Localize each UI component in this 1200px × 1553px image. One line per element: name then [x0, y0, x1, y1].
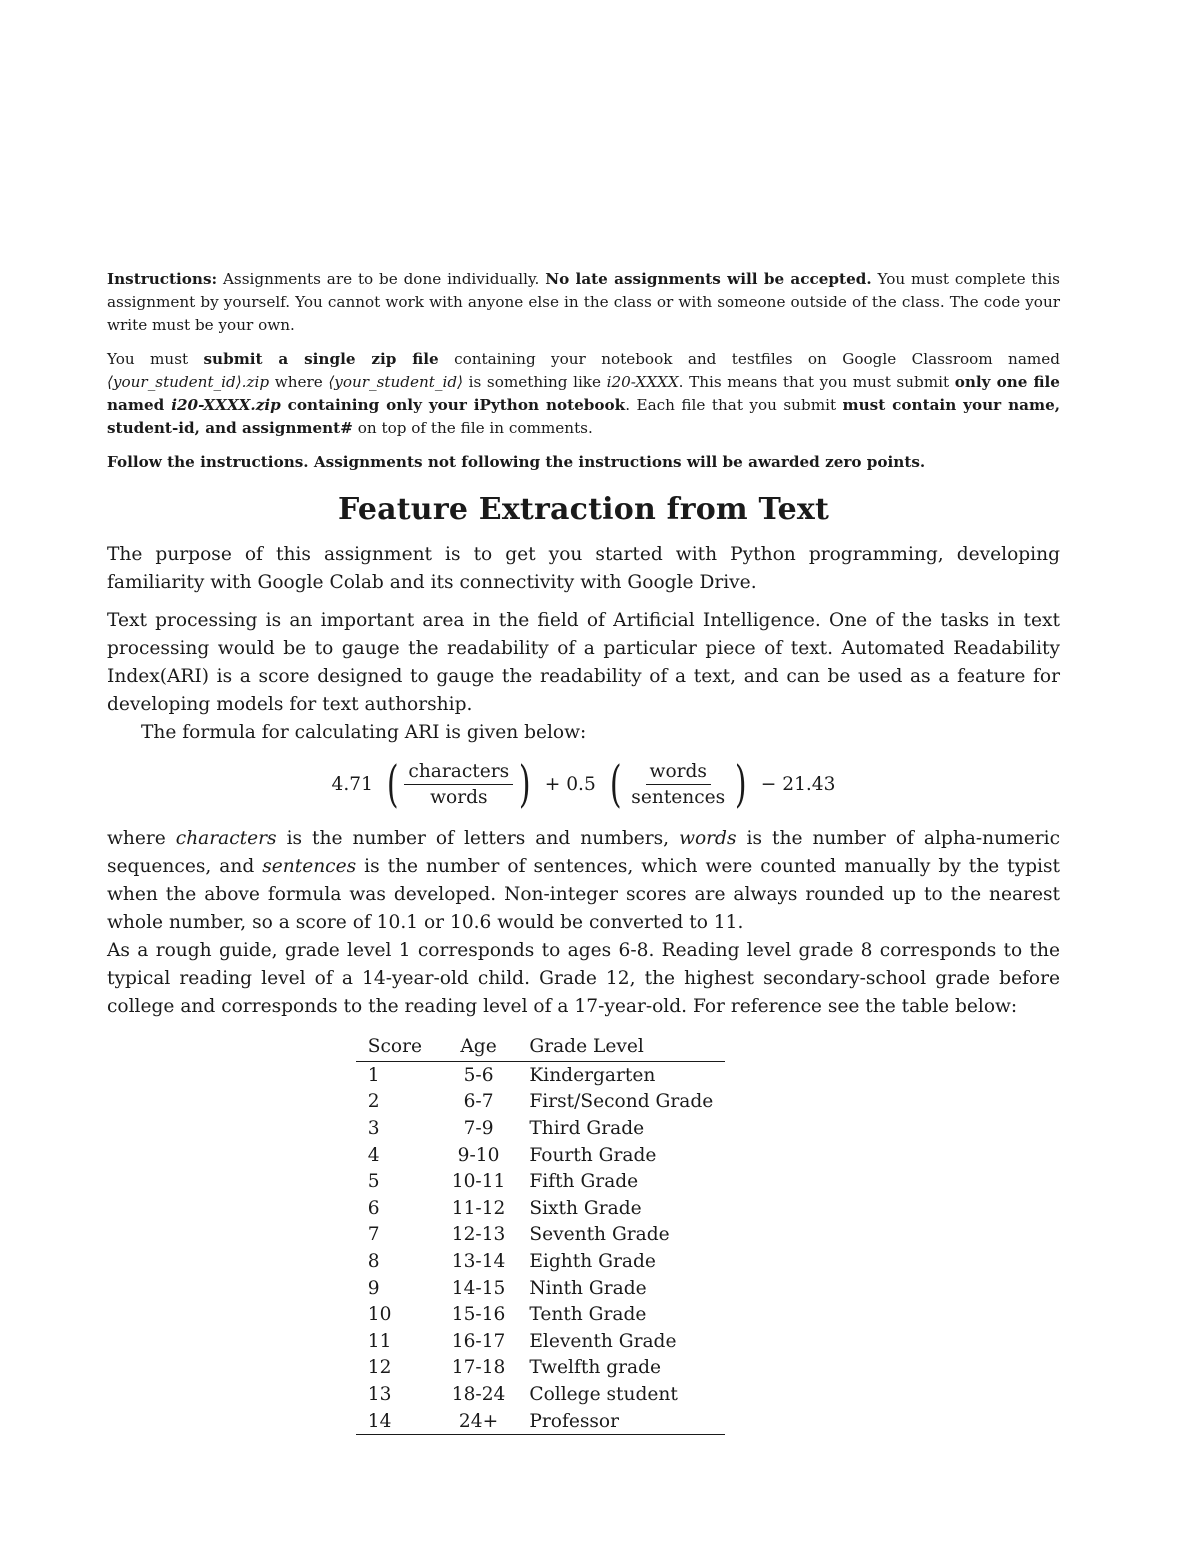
grade-level-cell: Seventh Grade — [529, 1224, 670, 1246]
age-cell: 10-11 — [451, 1171, 506, 1193]
grade-level-cell: Tenth Grade — [529, 1304, 647, 1326]
age-cell: 13-14 — [451, 1250, 506, 1272]
score-cell: 11 — [367, 1330, 392, 1352]
variables-text: is the number of sentences, which were counted manually by the typist when the above formula was developed. Non-integer scores are always rounded up to the nearest whole number, so a score of 10.1 or 10.6 would be converted to 11. — [107, 856, 1060, 933]
grade-level-cell: First/Second Grade — [529, 1091, 714, 1113]
age-cell: 15-16 — [451, 1304, 506, 1326]
ari-formula — [107, 753, 1060, 815]
submission-text: . This means that you must submit — [678, 373, 955, 391]
grade-level-table — [356, 1031, 726, 1435]
grade-guide-paragraph: As a rough guide, grade level 1 corresponds to ages 6-8. Reading level grade 8 corresponds to the typical reading level of a 14-year-old child. Grade 12, the highest secondary-school grade before college and corresponds to the reading level of a 17-year-old. For reference see the table below: — [107, 940, 1060, 1017]
student-id-placeholder: ⟨your_student_id⟩ — [328, 373, 463, 391]
score-cell: 14 — [356, 1408, 440, 1435]
student-id-example: i20-XXXX — [606, 373, 679, 391]
grade-level-cell: Kindergarten — [529, 1064, 656, 1086]
grade-level-cell: Ninth Grade — [529, 1277, 647, 1299]
document-page — [107, 268, 1060, 1435]
grade-level-cell: Eleventh Grade — [529, 1330, 677, 1352]
purpose-paragraph: The purpose of this assignment is to get you started with Python programming, developing familiarity with Google Colab and its connectivity with Google Drive. — [107, 544, 1060, 593]
grade-level-cell: Professor — [517, 1408, 725, 1435]
score-cell: 10 — [367, 1304, 392, 1326]
table-header-row — [356, 1031, 726, 1062]
table-row — [356, 1168, 726, 1195]
variable-term: words — [679, 828, 737, 849]
submission-emphasis: must contain your name, student-id, and assignment# — [107, 396, 1061, 437]
formula-constant: − 21.43 — [760, 773, 836, 795]
age-cell: 14-15 — [451, 1277, 506, 1299]
submission-text: You must — [107, 350, 204, 368]
instructions-text: You must complete this assignment by yourself. You cannot work with anyone else in the class or with someone outside of the class. The code your write must be your own. — [107, 270, 1060, 334]
score-cell: 5 — [367, 1171, 380, 1193]
score-cell: 4 — [367, 1144, 380, 1166]
table-row — [356, 1222, 726, 1249]
age-cell: 6-7 — [463, 1091, 494, 1113]
grade-level-cell: Sixth Grade — [529, 1197, 642, 1219]
age-cell: 9-10 — [457, 1144, 500, 1166]
table-row — [356, 1381, 726, 1408]
table-row — [356, 1115, 726, 1142]
grade-level-cell: College student — [529, 1383, 678, 1405]
submission-paragraph — [107, 348, 1060, 440]
table-row — [356, 1142, 726, 1169]
column-header-grade-level: Grade Level — [517, 1031, 725, 1062]
table-row — [356, 1355, 726, 1382]
age-cell: 7-9 — [463, 1117, 494, 1139]
characters-per-word-fraction — [404, 761, 513, 808]
left-paren-icon: ( — [386, 755, 399, 813]
fraction-denominator: words — [430, 786, 488, 808]
age-cell: 17-18 — [451, 1357, 506, 1379]
variables-text: is the number of letters and numbers, — [276, 828, 680, 849]
grade-level-cell: Twelfth grade — [529, 1357, 661, 1379]
grade-level-cell: Fifth Grade — [529, 1171, 639, 1193]
instructions-label: Instructions: — [107, 270, 218, 288]
variables-paragraph — [107, 825, 1060, 937]
submission-text: . Each file that you submit — [625, 396, 843, 414]
submission-emphasis: only one file named — [107, 373, 1060, 414]
table-row — [356, 1408, 726, 1435]
score-cell: 3 — [367, 1117, 380, 1139]
submission-emphasis: containing only your iPython notebook — [280, 396, 626, 414]
table-row — [356, 1062, 726, 1089]
text-processing-paragraph: Text processing is an important area in the field of Artificial Intelligence. One of the tasks in text processing would be to gauge the readability of a particular piece of text. Automated Readability Index(ARI) is a score designed to gauge the readability of a text, and can be used as a feature for developing models for text authorship. — [107, 610, 1060, 715]
fraction-denominator: sentences — [631, 786, 726, 808]
follow-instructions-paragraph — [107, 451, 1060, 474]
filename-example: i20-XXXX.zip — [171, 396, 281, 414]
variable-term: sentences — [262, 856, 357, 877]
submission-text: on top of the file in comments. — [352, 419, 593, 437]
variables-text: where — [107, 828, 176, 849]
submission-text: containing your notebook and testfiles on Google Classroom named — [438, 350, 1060, 368]
age-cell: 18-24 — [451, 1383, 506, 1405]
score-cell: 2 — [367, 1091, 380, 1113]
late-policy: No late assignments will be accepted. — [545, 270, 872, 288]
column-header-score: Score — [356, 1031, 440, 1062]
table-row — [356, 1248, 726, 1275]
right-paren-icon: ) — [519, 755, 531, 813]
grade-level-cell: Fourth Grade — [529, 1144, 657, 1166]
instructions-paragraph — [107, 268, 1060, 337]
document-title: Feature Extraction from Text — [337, 492, 830, 527]
grade-level-cell: Eighth Grade — [529, 1250, 656, 1272]
table-row — [356, 1089, 726, 1116]
submission-text: where — [269, 373, 329, 391]
instructions-text: Assignments are to be done individually. — [217, 270, 546, 288]
table-row — [356, 1328, 726, 1355]
score-cell: 7 — [367, 1224, 380, 1246]
words-per-sentence-fraction — [627, 761, 729, 808]
age-cell: 11-12 — [451, 1197, 506, 1219]
age-cell: 12-13 — [451, 1224, 506, 1246]
score-cell: 6 — [367, 1197, 380, 1219]
age-cell: 5-6 — [463, 1064, 494, 1086]
formula-intro: The formula for calculating ARI is given below: — [141, 722, 587, 743]
table-row — [356, 1301, 726, 1328]
variable-term: characters — [175, 828, 277, 849]
formula-operator: + 0.5 — [544, 773, 596, 795]
submission-text: is something like — [463, 373, 607, 391]
table-row — [356, 1275, 726, 1302]
table-row — [356, 1195, 726, 1222]
score-cell: 8 — [367, 1250, 380, 1272]
filename-pattern: ⟨your_student_id⟩.zip — [107, 373, 270, 391]
variables-text: is the number of alpha-numeric sequences, and — [107, 828, 1061, 877]
submission-emphasis: submit a single zip file — [203, 350, 439, 368]
age-cell: 16-17 — [451, 1330, 506, 1352]
grade-level-cell: Third Grade — [529, 1117, 645, 1139]
score-cell: 12 — [367, 1357, 392, 1379]
left-paren-icon: ( — [609, 755, 622, 813]
age-cell: 24+ — [440, 1408, 518, 1435]
follow-instructions-text: Follow the instructions. Assignments not following the instructions will be awarded zero points. — [107, 453, 926, 471]
formula-coefficient: 4.71 — [331, 773, 373, 795]
score-cell: 9 — [367, 1277, 380, 1299]
score-cell: 1 — [367, 1064, 380, 1086]
fraction-numerator: characters — [404, 761, 513, 785]
fraction-numerator: words — [646, 761, 711, 785]
column-header-age: Age — [440, 1031, 518, 1062]
right-paren-icon: ) — [735, 755, 747, 813]
score-cell: 13 — [367, 1383, 392, 1405]
